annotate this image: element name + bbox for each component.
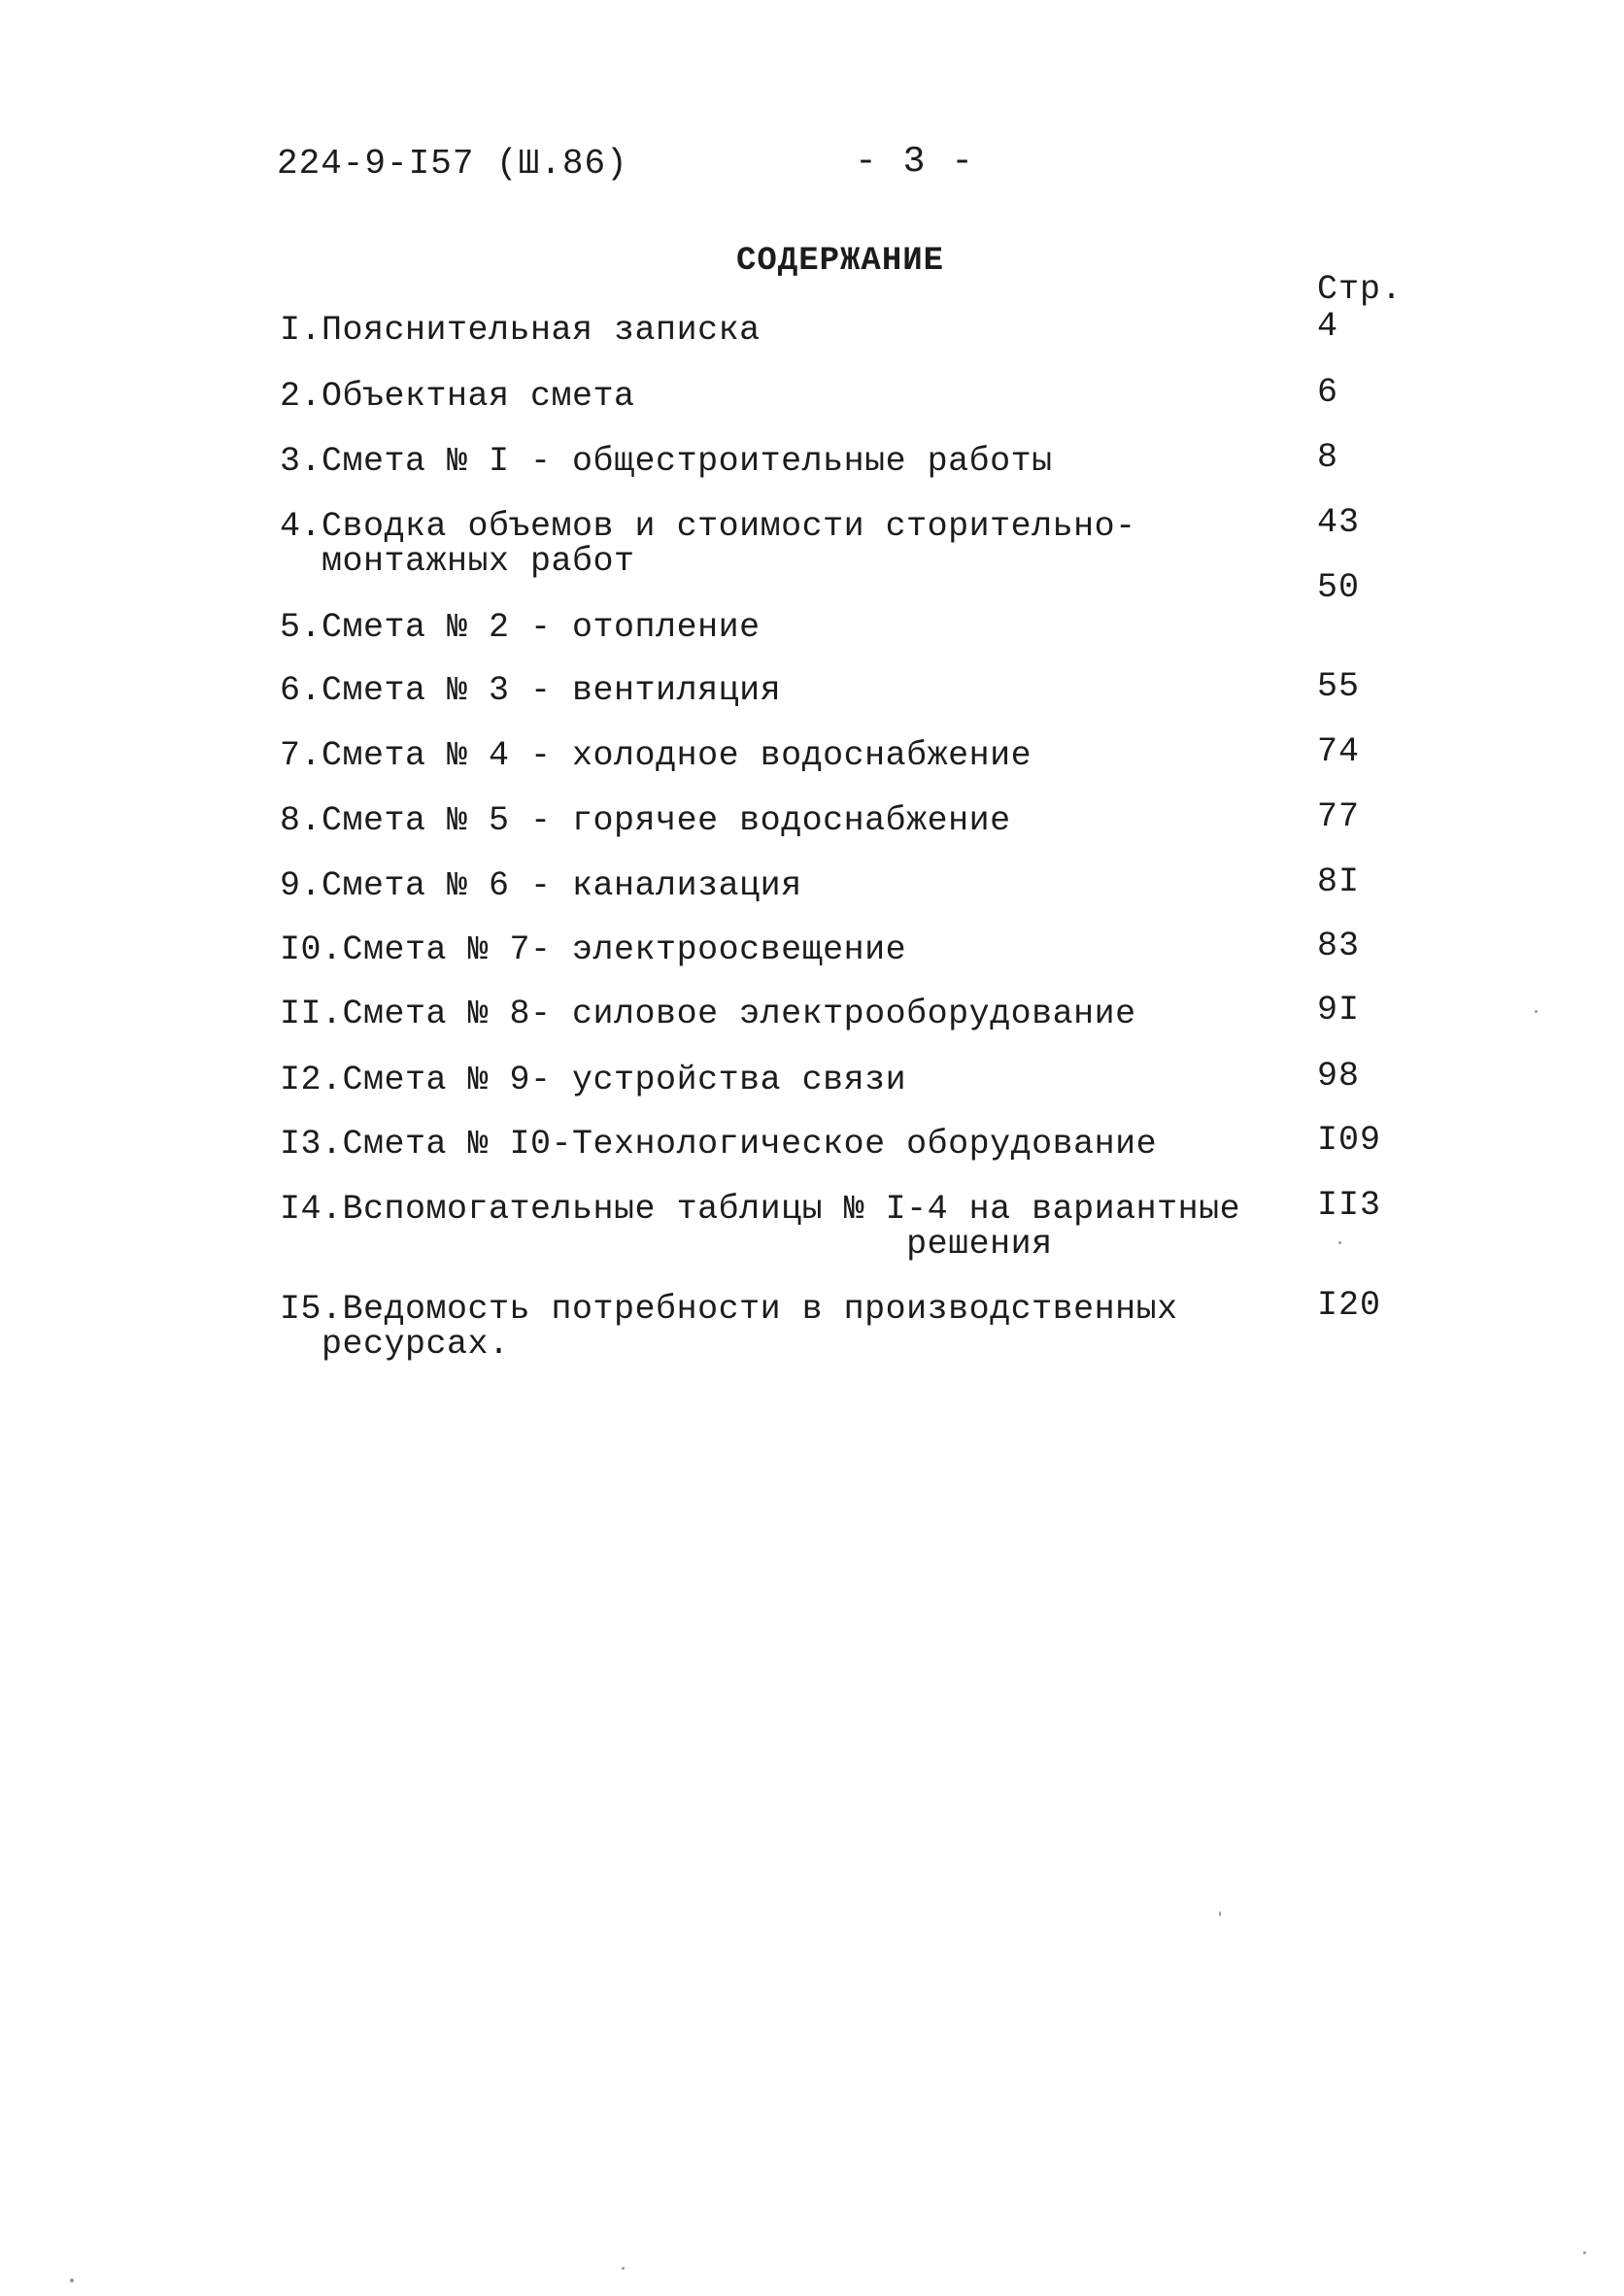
toc-item-text: 5.Смета № 2 - отопление xyxy=(280,608,761,647)
document-code: 224-9-I57 (Ш.86) xyxy=(277,144,628,184)
toc-item-page: 98 xyxy=(1317,1057,1361,1096)
scan-speck xyxy=(1338,1241,1341,1244)
toc-item-text: 9.Смета № 6 - канализация xyxy=(280,866,802,905)
toc-item-page: 74 xyxy=(1317,732,1361,771)
toc-item-page: 9I xyxy=(1317,991,1361,1030)
toc-item-page: II3 xyxy=(1317,1186,1382,1225)
scan-speck xyxy=(70,2279,74,2282)
toc-item-page: 4 xyxy=(1317,307,1339,346)
toc-item-text: 4.Сводка объемов и стоимости сторительно- монтажных работ xyxy=(280,507,1136,581)
scan-speck xyxy=(1219,1911,1221,1916)
toc-item-text: I3.Смета № I0-Технологическое оборудование xyxy=(280,1125,1158,1164)
toc-item-page: I20 xyxy=(1317,1286,1382,1325)
toc-item-page: 83 xyxy=(1317,927,1361,965)
page-number: - 3 - xyxy=(855,141,976,183)
toc-title: СОДЕРЖАНИЕ xyxy=(736,243,945,280)
toc-item-page: 43 xyxy=(1317,503,1361,542)
page-column-label: Стр. xyxy=(1317,270,1404,309)
scan-speck xyxy=(1535,1010,1538,1013)
toc-item-text: 2.Объектная смета xyxy=(280,377,635,416)
toc-item-text: 7.Смета № 4 - холодное водоснабжение xyxy=(280,736,1032,775)
toc-item-text: I0.Смета № 7- электроосвещение xyxy=(280,930,907,969)
toc-item-text: I4.Вспомогательные таблицы № I-4 на вариантные решения xyxy=(280,1190,1241,1264)
toc-item-text: I2.Смета № 9- устройства связи xyxy=(280,1061,907,1099)
toc-item-page: 77 xyxy=(1317,797,1361,836)
toc-item-page: 8I xyxy=(1317,862,1361,901)
toc-item-page: 50 xyxy=(1317,568,1361,607)
toc-item-text: I5.Ведомость потребности в производственных ресурсах. xyxy=(280,1290,1178,1364)
toc-item-text: 8.Смета № 5 - горячее водоснабжение xyxy=(280,801,1011,840)
toc-item-page: 55 xyxy=(1317,667,1361,706)
toc-item-text: II.Смета № 8- силовое электрооборудование xyxy=(280,995,1136,1033)
toc-item-text: 3.Смета № I - общестроительные работы xyxy=(280,442,1053,481)
toc-item-page: 8 xyxy=(1317,438,1339,477)
toc-item-page: I09 xyxy=(1317,1121,1382,1160)
toc-item-text: 6.Смета № 3 - вентиляция xyxy=(280,671,782,710)
scan-speck xyxy=(1583,2251,1586,2254)
toc-item-page: 6 xyxy=(1317,373,1339,412)
scan-speck xyxy=(622,2267,625,2270)
toc-item-text: I.Пояснительная записка xyxy=(280,311,761,350)
